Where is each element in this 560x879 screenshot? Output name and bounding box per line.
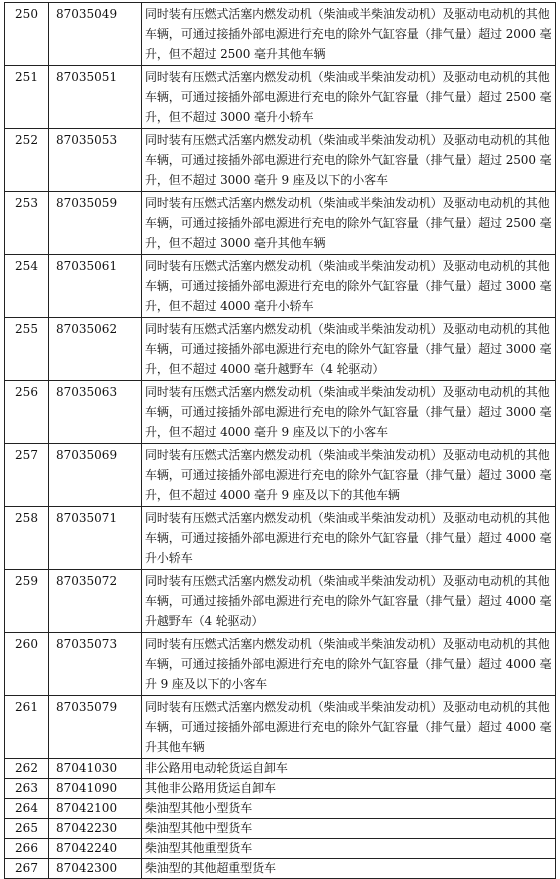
row-number: 259 [5,570,49,633]
tariff-code: 87035049 [49,3,142,66]
goods-description: 同时装有压燃式活塞内燃发动机（柴油或半柴油发动机）及驱动电动机的其他车辆，可通过接插外部电源进行充电的除外气缸容量（排气量）超过 3000 毫升，但不超过 4000 毫升越野车（4 轮驱动） [142,318,556,381]
row-number: 255 [5,318,49,381]
tariff-table-page [4,2,555,879]
row-number: 261 [5,696,49,759]
table-row [5,192,556,255]
row-number: 256 [5,381,49,444]
goods-description: 同时装有压燃式活塞内燃发动机（柴油或半柴油发动机）及驱动电动机的其他车辆，可通过接插外部电源进行充电的除外气缸容量（排气量）超过 2000 毫升，但不超过 2500 毫升其他车辆 [142,3,556,66]
row-number: 254 [5,255,49,318]
tariff-code: 87042100 [49,799,142,819]
table-row [5,318,556,381]
goods-description: 同时装有压燃式活塞内燃发动机（柴油或半柴油发动机）及驱动电动机的其他车辆，可通过接插外部电源进行充电的除外气缸容量（排气量）超过 3000 毫升，但不超过 4000 毫升小轿车 [142,255,556,318]
tariff-table-body [5,3,556,879]
tariff-code: 87035072 [49,570,142,633]
table-row [5,507,556,570]
goods-description: 同时装有压燃式活塞内燃发动机（柴油或半柴油发动机）及驱动电动机的其他车辆，可通过接插外部电源进行充电的除外气缸容量（排气量）超过 3000 毫升，但不超过 4000 毫升 9 座及以下的小客车 [142,381,556,444]
goods-description: 其他非公路用货运自卸车 [142,779,556,799]
tariff-code: 87035079 [49,696,142,759]
tariff-code: 87041090 [49,779,142,799]
row-number: 267 [5,859,49,879]
table-row [5,381,556,444]
goods-description: 同时装有压燃式活塞内燃发动机（柴油或半柴油发动机）及驱动电动机的其他车辆，可通过接插外部电源进行充电的除外气缸容量（排气量）超过 2500 毫升，但不超过 3000 毫升 9 座及以下的小客车 [142,129,556,192]
goods-description: 柴油型的其他超重型货车 [142,859,556,879]
table-row [5,570,556,633]
tariff-code: 87041030 [49,759,142,779]
row-number: 253 [5,192,49,255]
goods-description: 同时装有压燃式活塞内燃发动机（柴油或半柴油发动机）及驱动电动机的其他车辆，可通过接插外部电源进行充电的除外气缸容量（排气量）超过 2500 毫升，但不超过 3000 毫升小轿车 [142,66,556,129]
row-number: 264 [5,799,49,819]
goods-description: 柴油型其他中型货车 [142,819,556,839]
row-number: 252 [5,129,49,192]
goods-description: 同时装有压燃式活塞内燃发动机（柴油或半柴油发动机）及驱动电动机的其他车辆，可通过接插外部电源进行充电的除外气缸容量（排气量）超过 2500 毫升，但不超过 3000 毫升其他车辆 [142,192,556,255]
table-row [5,859,556,879]
goods-description: 同时装有压燃式活塞内燃发动机（柴油或半柴油发动机）及驱动电动机的其他车辆，可通过接插外部电源进行充电的除外气缸容量（排气量）超过 3000 毫升，但不超过 4000 毫升 9 座及以下的其他车辆 [142,444,556,507]
table-row [5,255,556,318]
tariff-code: 87035063 [49,381,142,444]
tariff-code: 87035062 [49,318,142,381]
goods-description: 非公路用电动轮货运自卸车 [142,759,556,779]
goods-description: 同时装有压燃式活塞内燃发动机（柴油或半柴油发动机）及驱动电动机的其他车辆，可通过接插外部电源进行充电的除外气缸容量（排气量）超过 4000 毫升其他车辆 [142,696,556,759]
table-row [5,444,556,507]
goods-description: 同时装有压燃式活塞内燃发动机（柴油或半柴油发动机）及驱动电动机的其他车辆，可通过接插外部电源进行充电的除外气缸容量（排气量）超过 4000 毫升小轿车 [142,507,556,570]
table-row [5,129,556,192]
row-number: 262 [5,759,49,779]
row-number: 260 [5,633,49,696]
table-row [5,779,556,799]
tariff-code: 87035061 [49,255,142,318]
tariff-code: 87042240 [49,839,142,859]
table-row [5,799,556,819]
tariff-code: 87035051 [49,66,142,129]
goods-description: 柴油型其他重型货车 [142,839,556,859]
tariff-code: 87035059 [49,192,142,255]
tariff-code: 87035069 [49,444,142,507]
tariff-code: 87042230 [49,819,142,839]
table-row [5,633,556,696]
table-row [5,819,556,839]
table-row [5,839,556,859]
tariff-code: 87035073 [49,633,142,696]
goods-description: 柴油型其他小型货车 [142,799,556,819]
goods-description: 同时装有压燃式活塞内燃发动机（柴油或半柴油发动机）及驱动电动机的其他车辆，可通过接插外部电源进行充电的除外气缸容量（排气量）超过 4000 毫升越野车（4 轮驱动） [142,570,556,633]
table-row [5,696,556,759]
row-number: 257 [5,444,49,507]
tariff-code: 87035071 [49,507,142,570]
row-number: 265 [5,819,49,839]
table-row [5,759,556,779]
goods-description: 同时装有压燃式活塞内燃发动机（柴油或半柴油发动机）及驱动电动机的其他车辆，可通过接插外部电源进行充电的除外气缸容量（排气量）超过 4000 毫升 9 座及以下的小客车 [142,633,556,696]
table-row [5,66,556,129]
tariff-code: 87042300 [49,859,142,879]
row-number: 251 [5,66,49,129]
tariff-table [4,2,556,879]
table-row [5,3,556,66]
row-number: 258 [5,507,49,570]
tariff-code: 87035053 [49,129,142,192]
row-number: 266 [5,839,49,859]
row-number: 263 [5,779,49,799]
row-number: 250 [5,3,49,66]
